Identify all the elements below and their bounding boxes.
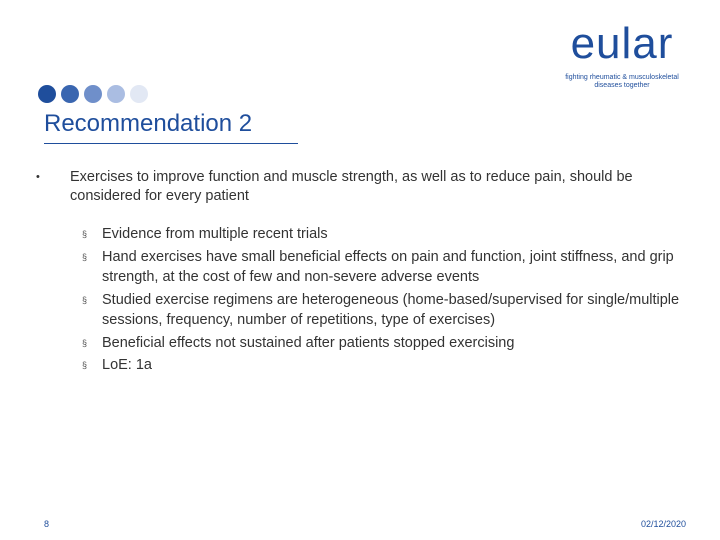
title-underline [44, 143, 298, 144]
sub-bullet-marker: § [82, 360, 88, 370]
logo-tagline: fighting rheumatic & musculoskeletal diseases together [565, 74, 679, 89]
sub-bullet-marker: § [82, 229, 88, 239]
dot-icon [84, 85, 102, 103]
slide-title: Recommendation 2 [44, 110, 253, 137]
sub-bullet-marker: § [82, 251, 88, 262]
sub-bullet [82, 333, 686, 354]
main-bullet [36, 168, 686, 206]
sub-bullet [82, 247, 686, 288]
sub-bullet-text: LoE: 1a [102, 357, 152, 373]
sub-bullet [82, 224, 686, 245]
sub-bullet-list [82, 224, 686, 376]
sub-bullet-text: Evidence from multiple recent trials [102, 226, 328, 242]
sub-bullet-text: Hand exercises have small beneficial effects on pain and function, joint stiffness, and grip strength, at the cost of few and non-severe adverse events [102, 248, 674, 285]
sub-bullet-marker: § [82, 337, 88, 348]
dot-icon [38, 85, 56, 103]
sub-bullet-text: Studied exercise regimens are heterogeneous (home-based/supervised for single/multiple sessions, frequency, number of repetitions, type of exercises) [102, 291, 680, 328]
sub-bullet-text: Beneficial effects not sustained after patients stopped exercising [102, 334, 515, 351]
dot-icon [130, 85, 148, 103]
logo-wordmark: eular [570, 19, 674, 68]
main-bullet-text: Exercises to improve function and muscle strength, as well as to reduce pain, should be considered for every patient [70, 169, 633, 204]
sub-bullet [82, 355, 686, 376]
decorative-dots [38, 85, 148, 103]
dot-icon [107, 85, 125, 103]
sub-bullet-marker: § [82, 294, 88, 305]
dot-icon [61, 85, 79, 103]
footer-date: 02/12/2020 [640, 519, 686, 529]
sub-bullet [82, 290, 686, 331]
slide-content [36, 168, 686, 378]
eular-logo [552, 19, 692, 90]
page-number: 8 [44, 519, 50, 529]
bullet-marker: • [36, 171, 40, 183]
